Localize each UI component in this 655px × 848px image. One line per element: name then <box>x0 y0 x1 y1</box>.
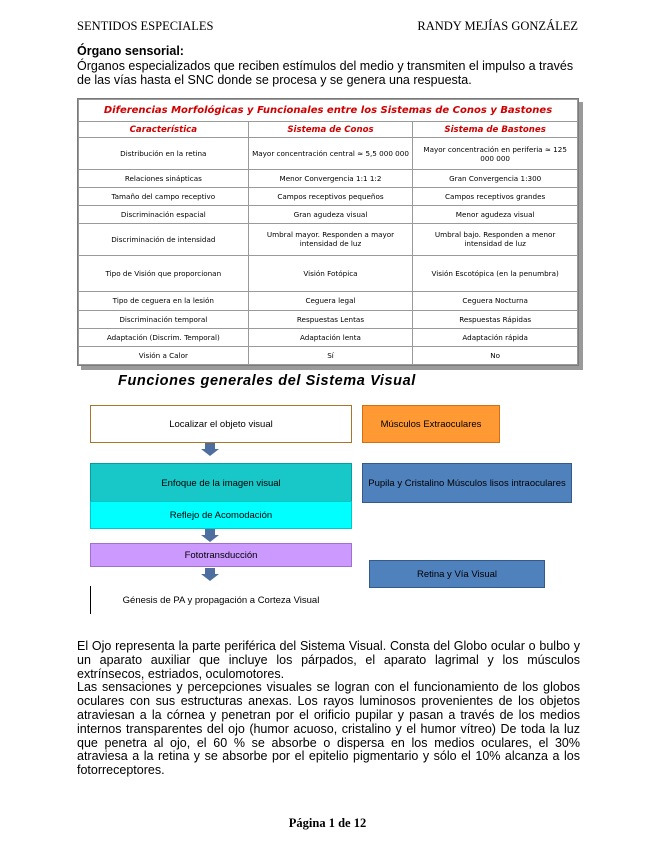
table-cell: Discriminación espacial <box>79 205 249 223</box>
arrow-down-icon <box>201 574 219 581</box>
table-cell: Ceguera Nocturna <box>413 291 578 310</box>
table-cell: Relaciones sinápticas <box>79 169 249 187</box>
table-title: Diferencias Morfológicas y Funcionales entre los Sistemas de Conos y Bastones <box>79 100 578 122</box>
table-cell: Visión Escotópica (en la penumbra) <box>413 255 578 291</box>
table-cell: Menor agudeza visual <box>413 205 578 223</box>
paragraph: Las sensaciones y percepciones visuales se logran con el funcionamiento de los globos oculares con sus estructuras anexas. Los rayos luminosos provenientes de los objetos atraviesan a la córnea y penetran por el orificio pupilar y pasan a través de los medios internos transparentes del ojo (humor acuoso, cristalino y el humor vítreo) De toda la luz que penetra al ojo, el 60 % se absorbe o dispersa en los medios oculares, el 30% atraviesa a la retina y se absorbe por el epitelio pigmentario y sólo el 10% alcanza a los fotorreceptores. <box>77 680 580 778</box>
diagram-title: Funciones generales del Sistema Visual <box>118 373 416 389</box>
box-localizar: Localizar el objeto visual <box>90 405 352 443</box>
table-cell: Respuestas Rápidas <box>413 310 578 328</box>
table-cell: Tipo de Visión que proporcionan <box>79 255 249 291</box>
table-cell: Campos receptivos grandes <box>413 187 578 205</box>
table-cell: Gran agudeza visual <box>248 205 413 223</box>
table-cell: Umbral mayor. Responden a mayor intensidad de luz <box>248 223 413 255</box>
table-cell: Mayor concentración central ≈ 5,5 000 000 <box>248 138 413 170</box>
table-cell: Adaptación (Discrim. Temporal) <box>79 328 249 346</box>
table-cell: Discriminación de intensidad <box>79 223 249 255</box>
table-cell: No <box>413 346 578 364</box>
table-cell: Discriminación temporal <box>79 310 249 328</box>
table-cell: Adaptación rápida <box>413 328 578 346</box>
header-right: RANDY MEJÍAS GONZÁLEZ <box>417 19 578 33</box>
box-genesis: Génesis de PA y propagación a Corteza Visual <box>90 586 351 614</box>
intro-paragraph: Órganos especializados que reciben estímulos del medio y transmiten el impulso a través de las vías hasta el SNC donde se procesa y se genera una respuesta. <box>77 59 574 87</box>
table-cell: Menor Convergencia 1:1 1:2 <box>248 169 413 187</box>
table-cell: Respuestas Lentas <box>248 310 413 328</box>
table-cell: Umbral bajo. Responden a menor intensidad de luz <box>413 223 578 255</box>
section-title: Órgano sensorial: <box>77 44 184 58</box>
box-retina: Retina y Vía Visual <box>369 560 545 588</box>
comparison-table <box>77 98 579 366</box>
body-text <box>77 640 580 778</box>
box-pupila: Pupila y Cristalino Músculos lisos intraoculares <box>362 463 572 503</box>
arrow-down-icon <box>201 449 219 456</box>
table-cell: Campos receptivos pequeños <box>248 187 413 205</box>
arrow-down-icon <box>201 535 219 542</box>
table-cell: Adaptación lenta <box>248 328 413 346</box>
table-cell: Visión a Calor <box>79 346 249 364</box>
paragraph: El Ojo representa la parte periférica del Sistema Visual. Consta del Globo ocular o bulbo y un aparato auxiliar que incluye los párpados, el aparato lagrimal y los músculos extrínsecos, estriados, oculomotores. <box>77 639 580 681</box>
table-cell: Tipo de ceguera en la lesión <box>79 291 249 310</box>
box-musculos: Músculos Extraoculares <box>362 405 500 443</box>
box-enfoque: Enfoque de la imagen visual <box>90 463 352 503</box>
table-cell: Gran Convergencia 1:300 <box>413 169 578 187</box>
table-cell: Ceguera legal <box>248 291 413 310</box>
table-cell: Sí <box>248 346 413 364</box>
table-cell: Mayor concentración en periferia ≈ 125 000 000 <box>413 138 578 170</box>
box-reflejo: Reflejo de Acomodación <box>90 501 352 529</box>
box-fototransduccion: Fototransducción <box>90 543 352 567</box>
header-bastones: Sistema de Bastones <box>413 122 578 138</box>
table-cell: Tamaño del campo receptivo <box>79 187 249 205</box>
header-caracteristica: Característica <box>79 122 249 138</box>
header-conos: Sistema de Conos <box>248 122 413 138</box>
page-footer: Página 1 de 12 <box>288 816 367 830</box>
table-cell: Distribución en la retina <box>79 138 249 170</box>
table-cell: Visión Fotópica <box>248 255 413 291</box>
header-left: SENTIDOS ESPECIALES <box>77 19 214 33</box>
